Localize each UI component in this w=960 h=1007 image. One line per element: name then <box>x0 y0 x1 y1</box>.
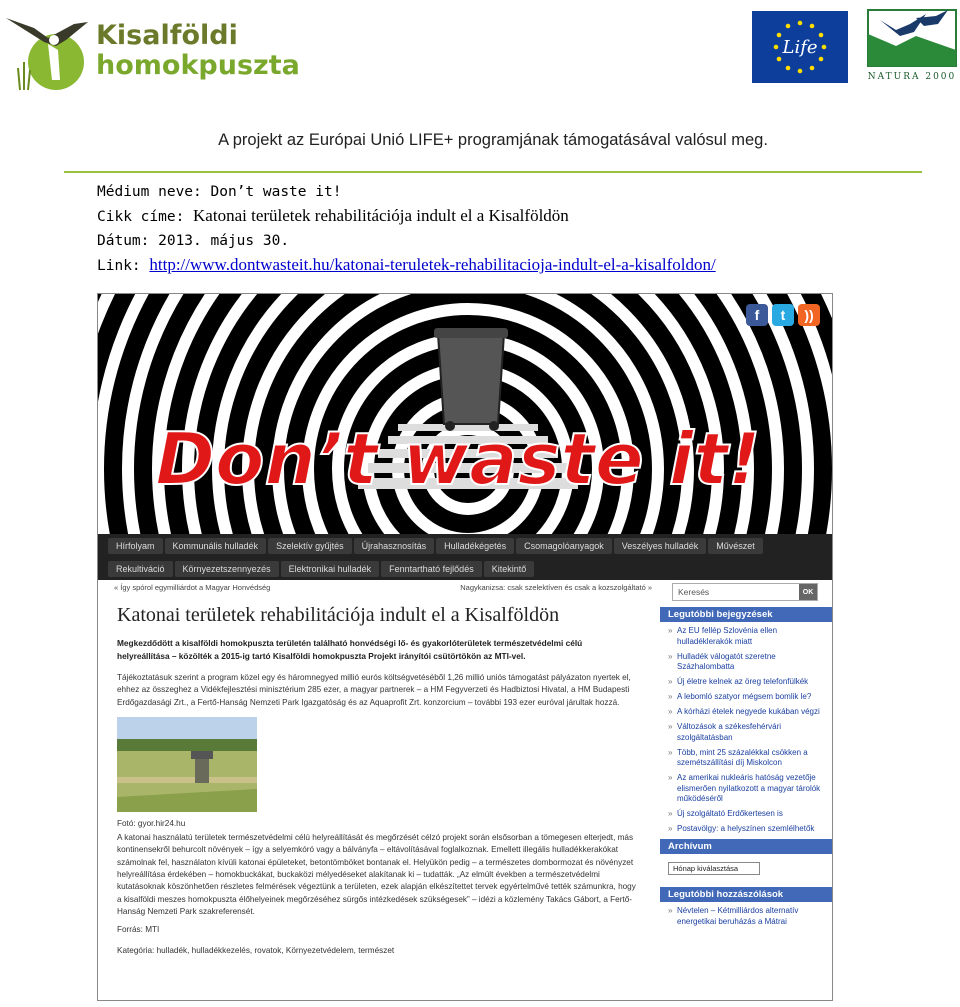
twitter-icon[interactable]: t <box>772 304 794 326</box>
recent-post-item[interactable]: » Új életre kelnek az öreg telefonfülkék <box>668 677 828 688</box>
recent-post-item[interactable]: » Több, mint 25 százalékkal csökken a szemétszállítási díj Miskolcon <box>668 748 828 769</box>
bird-silhouette-icon <box>4 10 90 92</box>
site-banner <box>98 294 833 534</box>
nav-item[interactable]: Szelektív gyűjtés <box>268 538 352 554</box>
banner-text: Don’t waste it! <box>155 417 761 501</box>
search-input[interactable]: Keresés <box>678 587 710 597</box>
nav-item[interactable]: Kommunális hulladék <box>165 538 267 554</box>
recent-comments-list <box>660 902 833 927</box>
article-title: Katonai területek rehabilitációja indult el a Kisalföldön <box>117 604 560 626</box>
eu-stars-icon <box>752 11 848 83</box>
nav-item[interactable]: Újrahasznosítás <box>354 538 435 554</box>
nav-item[interactable]: Hírfolyam <box>108 538 163 554</box>
green-divider <box>64 171 922 173</box>
natura-2000-logo <box>866 6 958 82</box>
eu-life-logo <box>752 11 848 83</box>
logo-line-2: homokpuszta <box>96 50 300 81</box>
post-navigation <box>108 580 660 592</box>
nav-row-1 <box>98 534 833 557</box>
nav-item[interactable]: Kitekintő <box>484 561 535 577</box>
recent-post-item[interactable]: » Az EU fellép Szlovénia ellen hulladéklerakók miatt <box>668 626 828 647</box>
nav-item[interactable]: Fenntartható fejlődés <box>381 561 482 577</box>
article-source: Forrás: MTI <box>117 925 160 935</box>
recent-post-item[interactable]: » Postavölgy: a helyszínen szemlélhetők <box>668 824 828 835</box>
nav-item[interactable]: Környezetszennyezés <box>175 561 279 577</box>
recent-post-item[interactable]: » Új szolgáltató Erdőkertesen is <box>668 809 828 820</box>
nav-item[interactable]: Művészet <box>708 538 763 554</box>
link-label: Link: <box>97 258 150 274</box>
kisalfoldi-homokpuszta-logo <box>4 10 300 92</box>
logo-line-1: Kisalföldi <box>96 20 238 52</box>
media-metadata <box>97 180 716 278</box>
recent-post-item[interactable]: » Az amerikai nukleáris hatóság vezetője elismerően nyilatkozott a magyar tárolók működéséről <box>668 773 828 805</box>
website-screenshot <box>97 293 833 1001</box>
nav-item[interactable]: Hulladékégetés <box>436 538 514 554</box>
article-main <box>108 580 660 1001</box>
archive-select[interactable]: Hónap kiválasztása <box>668 862 760 875</box>
recent-posts-heading: Legutóbbi bejegyzések <box>660 607 833 622</box>
article-tags[interactable]: Kategória: hulladék, hulladékkezelés, rovatok, Környezetvédelem, természet <box>117 945 395 955</box>
date-line: Dátum: 2013. május 30. <box>97 233 290 249</box>
title-label: Cikk címe: <box>97 209 194 225</box>
nav-item[interactable]: Rekultiváció <box>108 561 173 577</box>
article-title-line <box>97 204 716 229</box>
nav-item[interactable]: Elektronikai hulladék <box>281 561 380 577</box>
photo-credit: Fotó: gyor.hir24.hu <box>117 818 186 828</box>
next-post-link[interactable]: Nagykanizsa: csak szelektíven és csak a kozszolgáltató » <box>460 583 652 592</box>
article-link[interactable]: http://www.dontwasteit.hu/katonai-teruletek-rehabilitacioja-indult-el-a-kisalfoldon/ <box>149 255 716 274</box>
site-nav <box>98 534 833 580</box>
funding-note: A projekt az Európai Unió LIFE+ programjának támogatásával valósul meg. <box>218 131 768 149</box>
banner-title <box>98 294 833 534</box>
medium-name: Médium neve: Don’t waste it! <box>97 184 342 200</box>
recent-comments-heading: Legutóbbi hozzászólások <box>660 887 833 902</box>
recent-post-item[interactable]: » A lebomló szatyor mégsem bomlik le? <box>668 692 828 703</box>
nav-item[interactable]: Csomagolóanyagok <box>516 538 612 554</box>
prev-post-link[interactable]: « Így spórol egymilliárdot a Magyar Honvédség <box>114 583 271 592</box>
search-button[interactable]: OK <box>799 584 817 600</box>
recent-post-item[interactable]: » Változások a székesfehérvári szolgáltatásban <box>668 722 828 743</box>
article-lead: Megkezdődött a kisalföldi homokpuszta területén található honvédségi lő- és gyakorlóterületek természetvédelmi célú helyreállítása – közölték a 2015-ig tartó Kisalföldi homokpuszta Projekt irányítói csütörtökön az MTI-vel. <box>117 638 583 661</box>
rss-icon[interactable]: )) <box>798 304 820 326</box>
title-value: Katonai területek rehabilitációja indult el a Kisalföldön <box>193 206 569 225</box>
facebook-icon[interactable]: f <box>746 304 768 326</box>
recent-post-item[interactable]: » A kórházi ételek negyede kukában végzi <box>668 707 828 718</box>
article-photo <box>117 717 257 812</box>
archive-heading: Archívum <box>660 839 833 854</box>
nav-row-2 <box>98 557 833 580</box>
recent-posts-list <box>660 622 833 835</box>
sidebar <box>660 580 833 1001</box>
nav-item[interactable]: Veszélyes hulladék <box>614 538 707 554</box>
article-paragraph-1: Tájékoztatásuk szerint a program közel egy és háromnegyed millió eurós költségvetésébõl 1,26 millió uniós támogatást pályázaton nyertek el, ehhez az összeghez a Vidékfejlesztési minisztérium 285 ezer, a magyar partnerek – a HM Fegyverzeti és Hadbiztosi Hivatal, a HM Budapesti Erdőgazdasági Zrt., a Fertő-Hanság Nemzeti Park Igazgatóság és az Aquaprofit Zrt. konzorcium – további 193 ezer euróval járultak hozzá. <box>117 673 631 707</box>
recent-post-item[interactable]: » Hulladék válogatót szeretne Százhalombatta <box>668 652 828 673</box>
link-line <box>97 253 716 278</box>
comment-item[interactable]: » Névtelen – Kétmilliárdos alternatív energetikai beruházás a Mátrai <box>668 906 828 927</box>
search-box[interactable] <box>672 583 818 601</box>
article-paragraph-2: A katonai használatú területek természetvédelmi célú helyreállítását és megőrzését célzó projekt során elsősorban a tömegesen elterjedt, más kontinensekről behurcolt növények – így a selyemkóró vagy a bálványfa – eltávolításával foglalkoznak. Emellett illegális hulladékkerakókat számolnak fel, használaton kívüli katonai épületeket, betontömböket bontanak el. Helyükön pedig – a természetes dombormozat és növényzet helyreállítása érdekében – homokbuckákat, buckaközi mélyedéseket alakítanak ki – tudatták. „Az elmúlt években a természetvédelmi kutatásoknak köszönhetően részletes felmérések végeztünk a területen, ezek alapján elkészítettet tervek egyértelművé tették számunkra, hogy a kisalföldi meszes homokpuszta élőhelyeinek megőrzéséhez sürgős intézkedések szükségesek” – idézi a közlemény Takács Gábort, a Fertő-Hanság Nemzeti Park szakreferensét. <box>117 833 636 916</box>
natura-logo-text: NATURA 2000 <box>867 72 957 82</box>
life-logo-text: Life <box>782 37 818 58</box>
